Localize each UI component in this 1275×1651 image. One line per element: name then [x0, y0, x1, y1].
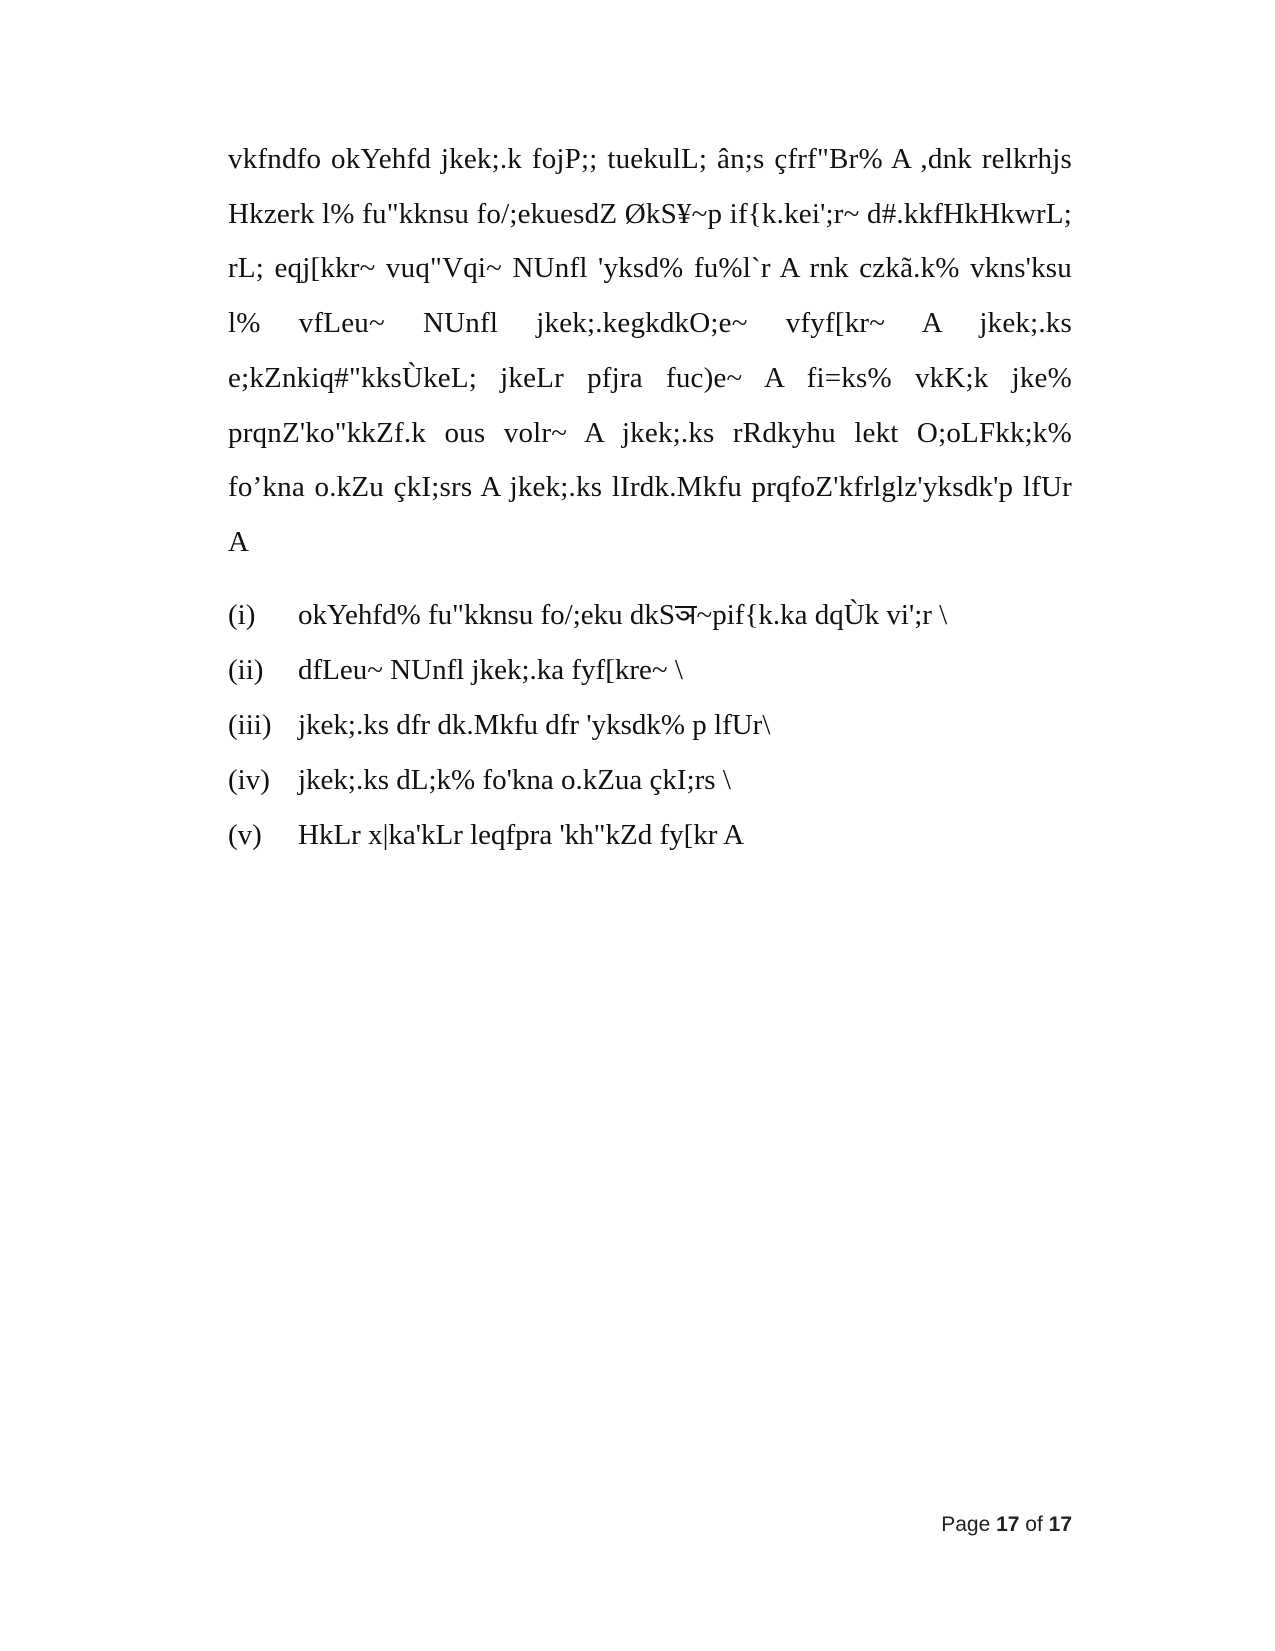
list-marker: (ii): [228, 654, 264, 686]
list-text: dfLeu~ NUnfl jkek;.ka fyf[kre~ \: [298, 654, 683, 686]
list-text: jkek;.ks dL;k% fo'kna o.kZua çkI;rs \: [298, 764, 731, 796]
page-number-current: 17: [996, 1513, 1020, 1536]
list-marker: (iv): [228, 764, 270, 796]
list-text: jkek;.ks dfr dk.Mkfu dfr 'yksdk% p lfUr\: [298, 709, 771, 741]
main-paragraph: vkfndfo okYehfd jkek;.k fojP;; tuekulL; ân;s çfrf"Br% A ,dnk relkrhjs Hkzerk l% fu"kknsu fo/;ekuesdZ ØkS¥~p if{k.kei';r~ d#.kkfHkHkwrL; rL; eqj[kkr~ vuq"Vqi~ NUnfl 'yksd% fu%l`r A rnk czkã.k% vkns'ksu l% vfLeu~ NUnfl jkek;.kegkdkO;e~ vfyf[kr~ A jkek;.ks e;kZnkiq#"kksÙkeL; jkeLr pfjra fuc)e~ A fi=ks% vkK;k jke% prqnZ'ko"kkZf.k ous volr~ A jkek;.ks rRdkyhu lekt O;oLFkk;k% fo’kna o.kZu çkI;srs A jkek;.ks lIrdk.Mkfu prqfoZ'kfrlglz'yksdk'p lfUr A: [228, 143, 1072, 558]
list-item: [228, 643, 1072, 698]
page-number: [880, 1513, 1072, 1537]
list-marker: (iii): [228, 709, 272, 741]
page-number-separator: of: [1019, 1513, 1049, 1536]
list-text: HkLr x|ka'kLr leqfpra 'kh"kZd fy[kr A: [298, 819, 745, 851]
body-content: [228, 132, 1072, 570]
question-list: [228, 588, 1072, 863]
list-item: [228, 588, 1072, 643]
list-item: [228, 808, 1072, 863]
page-number-total: 17: [1048, 1513, 1072, 1536]
list-item: [228, 698, 1072, 753]
list-marker: (v): [228, 819, 262, 851]
list-item: [228, 753, 1072, 808]
list-text: okYehfd% fu"kknsu fo/;eku dkSञ~pif{k.ka dqÙk vi';r \: [298, 599, 948, 631]
page-number-prefix: Page: [941, 1513, 997, 1536]
list-marker: (i): [228, 599, 256, 631]
